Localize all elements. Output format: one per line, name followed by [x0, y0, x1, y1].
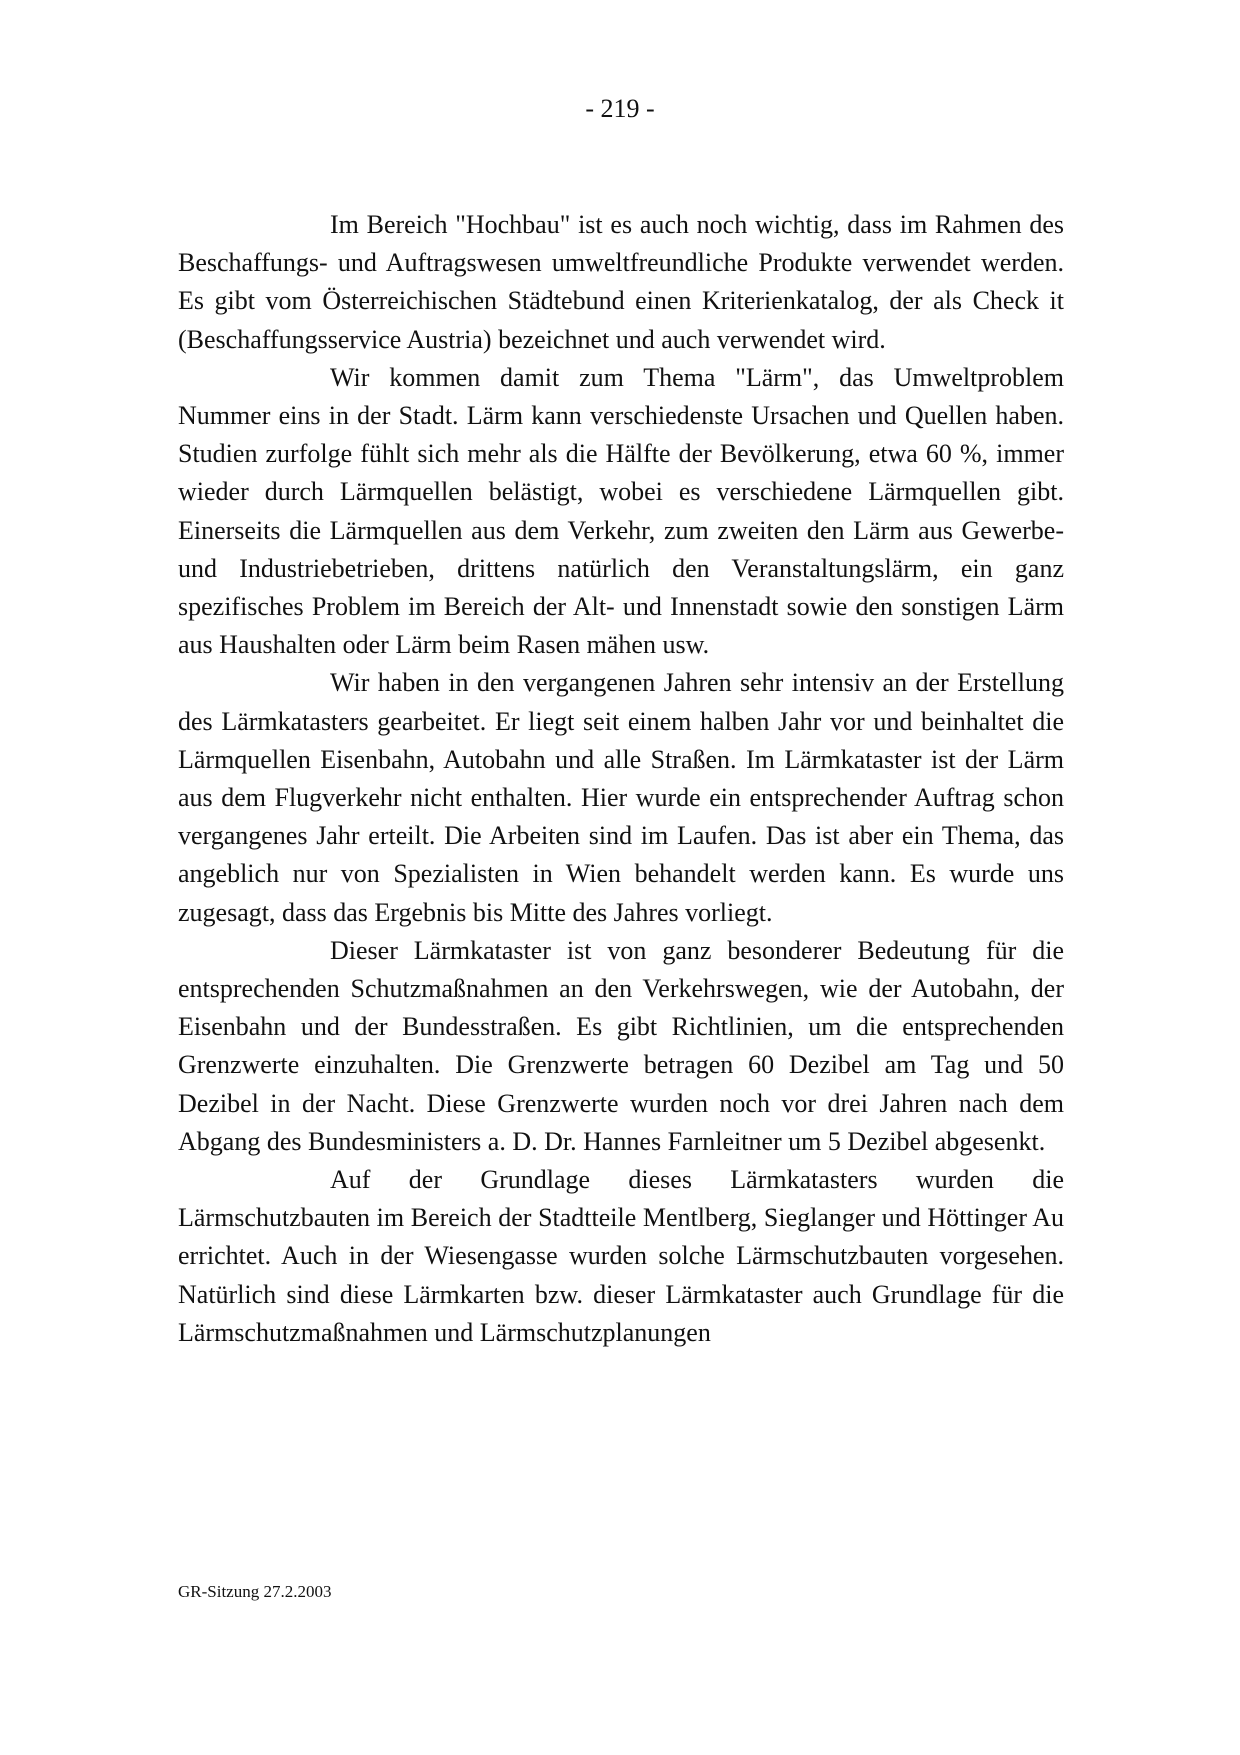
footer-session-date: GR-Sitzung 27.2.2003	[178, 1582, 332, 1601]
paragraph-grenzwerte: Dieser Lärmkataster ist von ganz besonderer Bedeutung für die entsprechenden Schutzmaßnahmen an den Verkehrswegen, wie der Autobahn, der Eisenbahn und der Bundesstraßen. Es gibt Richtlinien, um die entsprechenden Grenzwerte einzuhalten. Die Grenzwerte betragen 60 Dezibel am Tag und 50 Dezibel in der Nacht. Diese Grenzwerte wurden noch vor drei Jahren nach dem Abgang des Bundesministers a. D. Dr. Hannes Farnleitner um 5 Dezibel abgesenkt.	[178, 935, 1064, 1156]
paragraph-laerm-intro: Wir kommen damit zum Thema "Lärm", das Umweltproblem Nummer eins in der Stadt. Lärm kann verschiedenste Ursachen und Quellen haben. Studien zurfolge fühlt sich mehr als die Hälfte der Bevölkerung, etwa 60 %, immer wieder durch Lärmquellen belästigt, wobei es verschiedene Lärmquellen gibt. Einerseits die Lärmquellen aus dem Verkehr, zum zweiten den Lärm aus Gewerbe- und Industriebetrieben, drittens natürlich den Veranstaltungslärm, ein ganz spezifisches Problem im Bereich der Alt- und Innenstadt sowie den sonstigen Lärm aus Haushalten oder Lärm beim Rasen mähen usw.	[178, 362, 1064, 660]
paragraph-laermkataster: Wir haben in den vergangenen Jahren sehr intensiv an der Erstellung des Lärmkatasters gearbeitet. Er liegt seit einem halben Jahr vor und beinhaltet die Lärmquellen Eisenbahn, Autobahn und alle Straßen. Im Lärmkataster ist der Lärm aus dem Flugverkehr nicht enthalten. Hier wurde ein entsprechender Auftrag schon vergangenes Jahr erteilt. Die Arbeiten sind im Laufen. Das ist aber ein Thema, das angeblich nur von Spezialisten in Wien behandelt werden kann. Es wurde uns zugesagt, dass das Ergebnis bis Mitte des Jahres vorliegt.	[178, 668, 1064, 927]
paragraph-hochbau: Im Bereich "Hochbau" ist es auch noch wichtig, dass im Rahmen des Beschaffungs- und Auftragswesen umweltfreundliche Produkte verwendet werden. Es gibt vom Österreichischen Städtebund einen Kriterienkatalog, der als Check it (Beschaffungsservice Austria) bezeichnet und auch verwendet wird.	[178, 210, 1064, 354]
body-text	[178, 206, 1064, 1352]
page-number: - 219 -	[585, 94, 655, 123]
paragraph-laermschutzbauten: Auf der Grundlage dieses Lärmkatasters wurden die Lärmschutzbauten im Bereich der Stadtteile Mentlberg, Sieglanger und Höttinger Au errichtet. Auch in der Wiesengasse wurden solche Lärmschutzbauten vorgesehen. Natürlich sind diese Lärmkarten bzw. dieser Lärmkataster auch Grundlage für die Lärmschutzmaßnahmen und Lärmschutzplanungen	[178, 1165, 1064, 1347]
